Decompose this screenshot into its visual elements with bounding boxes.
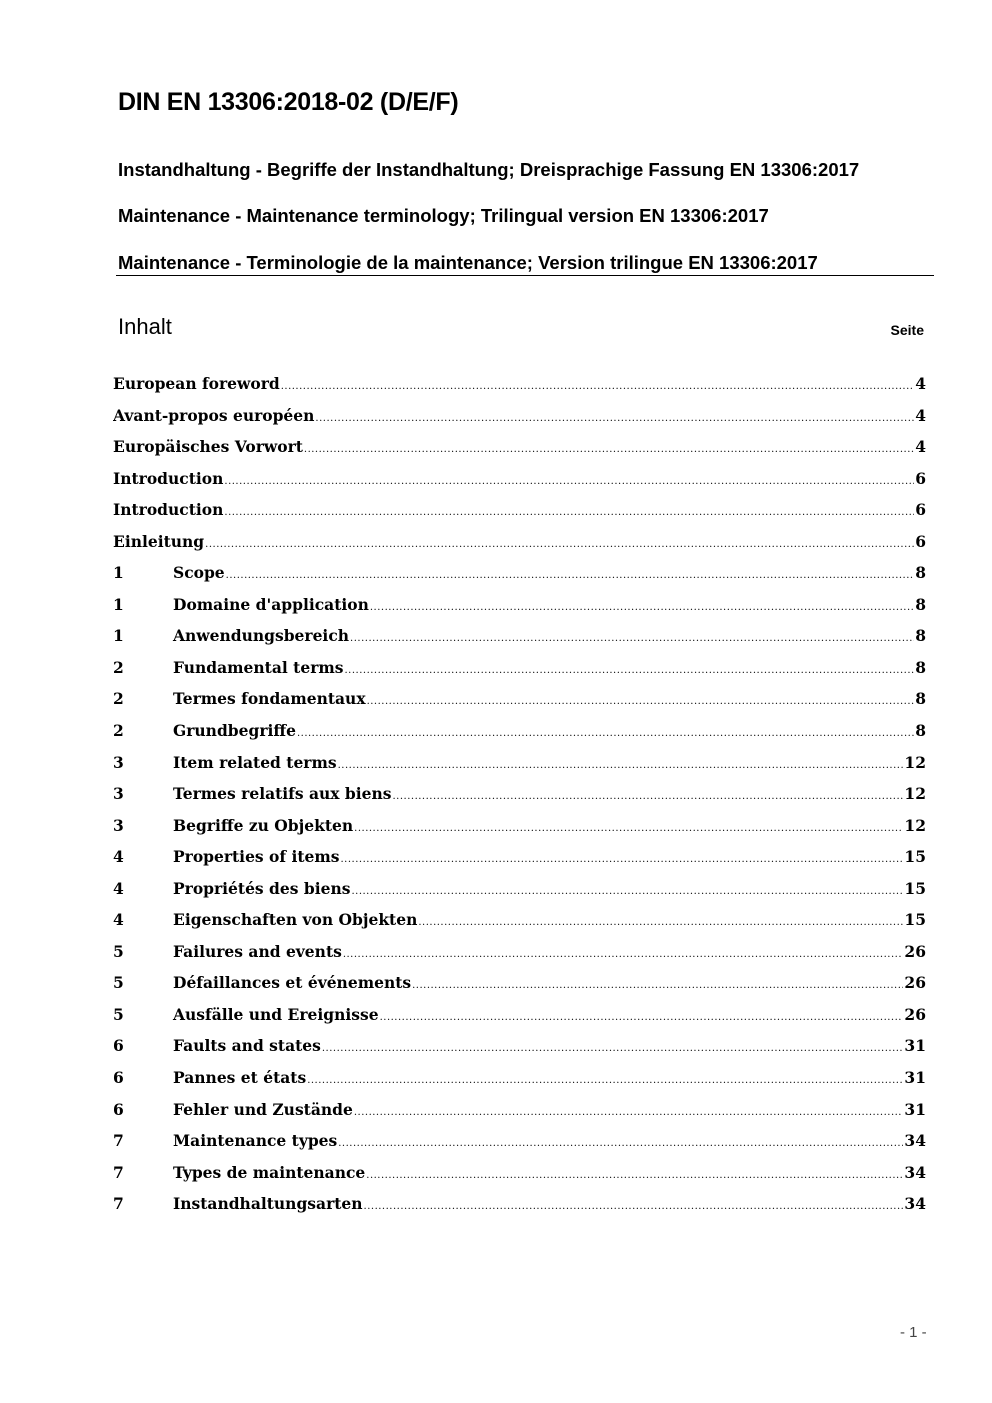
toc-entry-page: 31 (904, 1036, 926, 1056)
toc-entry-page: 6 (915, 468, 926, 488)
toc-entry-label: Eigenschaften von Objekten (173, 910, 418, 930)
toc-entry-page: 34 (904, 1131, 926, 1151)
toc-entry-page: 8 (915, 689, 926, 709)
toc-page-column-header: Seite (890, 322, 924, 338)
toc-entry-page: 26 (904, 1004, 926, 1024)
toc-dot-leader (370, 602, 914, 613)
toc-entry[interactable] (113, 689, 926, 721)
toc-entry-number: 6 (113, 1068, 124, 1088)
toc-entry[interactable] (113, 1131, 926, 1163)
toc-entry[interactable] (113, 1036, 926, 1068)
toc-entry[interactable] (113, 847, 926, 879)
toc-heading: Inhalt (118, 314, 172, 339)
toc-entry-number: 3 (113, 752, 124, 772)
toc-dot-leader (281, 381, 914, 392)
toc-dot-leader (351, 886, 903, 897)
toc-entry-page: 4 (915, 437, 926, 457)
toc-entry[interactable] (113, 753, 926, 785)
toc-entry-number: 4 (113, 910, 124, 930)
toc-entry-number: 2 (113, 721, 124, 741)
toc-entry-label: Pannes et états (173, 1068, 307, 1088)
toc-dot-leader (338, 760, 904, 771)
toc-entry-page: 15 (904, 878, 926, 898)
table-of-contents (113, 374, 926, 1226)
toc-dot-leader (341, 854, 904, 865)
toc-entry[interactable] (113, 374, 926, 406)
toc-entry-label: Fundamental terms (173, 657, 344, 677)
toc-entry-label: European foreword (113, 374, 280, 393)
toc-entry[interactable] (113, 626, 926, 658)
toc-entry-page: 31 (904, 1099, 926, 1119)
toc-entry-label: Properties of items (173, 847, 340, 867)
toc-entry-page: 15 (904, 847, 926, 867)
toc-entry-label: Einleitung (113, 531, 205, 551)
toc-entry-label: Termes fondamentaux (173, 689, 366, 709)
toc-entry-label: Instandhaltungsarten (173, 1194, 363, 1214)
toc-entry-page: 26 (904, 973, 926, 993)
toc-entry-number: 4 (113, 878, 124, 898)
toc-entry[interactable] (113, 500, 926, 532)
toc-entry-label: Termes relatifs aux biens (173, 784, 392, 804)
toc-entry-label: Faults and states (173, 1036, 321, 1056)
toc-dot-leader (338, 1138, 903, 1149)
toc-dot-leader (315, 413, 914, 424)
toc-entry[interactable] (113, 910, 926, 942)
toc-entry[interactable] (113, 469, 926, 501)
toc-entry-label: Introduction (113, 468, 224, 488)
toc-entry-page: 8 (915, 657, 926, 677)
toc-entry[interactable] (113, 406, 926, 438)
toc-entry-number: 5 (113, 941, 124, 961)
toc-entry-number: 7 (113, 1194, 124, 1214)
toc-entry-page: 8 (915, 594, 926, 614)
toc-dot-leader (354, 823, 903, 834)
toc-entry-label: Failures and events (173, 941, 342, 961)
toc-entry-label: Fehler und Zustände (173, 1099, 353, 1119)
toc-dot-leader (393, 791, 904, 802)
toc-entry[interactable] (113, 879, 926, 911)
page-number: - 1 - (900, 1324, 927, 1341)
toc-dot-leader (412, 980, 903, 991)
toc-entry-label: Introduction (113, 500, 224, 520)
toc-entry-number: 5 (113, 973, 124, 993)
toc-entry-page: 4 (915, 405, 926, 425)
toc-entry[interactable] (113, 1005, 926, 1037)
toc-entry[interactable] (113, 658, 926, 690)
toc-entry-number: 2 (113, 657, 124, 677)
toc-entry-number: 3 (113, 815, 124, 835)
toc-entry-page: 8 (915, 721, 926, 741)
toc-entry[interactable] (113, 721, 926, 753)
toc-dot-leader (354, 1107, 904, 1118)
toc-entry-page: 26 (904, 941, 926, 961)
toc-entry-label: Défaillances et événements (173, 973, 412, 993)
toc-entry[interactable] (113, 1194, 926, 1226)
toc-entry-number: 7 (113, 1131, 124, 1151)
title-divider (116, 275, 934, 276)
toc-dot-leader (367, 696, 915, 707)
toc-entry-number: 2 (113, 689, 124, 709)
toc-dot-leader (350, 633, 914, 644)
toc-dot-leader (224, 476, 914, 487)
toc-entry-label: Types de maintenance (173, 1162, 366, 1182)
toc-dot-leader (366, 1170, 903, 1181)
toc-dot-leader (380, 1012, 904, 1023)
toc-dot-leader (418, 917, 903, 928)
toc-entry-label: Grundbegriffe (173, 721, 296, 741)
toc-dot-leader (304, 444, 914, 455)
toc-entry-number: 1 (113, 626, 124, 646)
toc-entry-page: 12 (904, 752, 926, 772)
toc-entry-label: Anwendungsbereich (173, 626, 350, 646)
toc-entry-page: 12 (904, 815, 926, 835)
document-title: DIN EN 13306:2018-02 (D/E/F) (118, 88, 459, 116)
toc-entry[interactable] (113, 973, 926, 1005)
toc-entry[interactable] (113, 816, 926, 848)
toc-entry-page: 4 (915, 374, 926, 393)
toc-entry-label: Europäisches Vorwort (113, 437, 303, 457)
toc-entry-page: 6 (915, 500, 926, 520)
toc-entry[interactable] (113, 1068, 926, 1100)
toc-entry-label: Avant-propos européen (113, 405, 315, 425)
toc-entry[interactable] (113, 1163, 926, 1195)
toc-entry-label: Ausfälle und Ereignisse (173, 1004, 379, 1024)
toc-entry-number: 1 (113, 594, 124, 614)
toc-entry-label: Item related terms (173, 752, 337, 772)
toc-entry-page: 8 (915, 626, 926, 646)
toc-entry[interactable] (113, 595, 926, 627)
toc-dot-leader (224, 507, 914, 518)
subtitle-german: Instandhaltung - Begriffe der Instandhaltung; Dreisprachige Fassung EN 13306:2017 (118, 159, 860, 180)
toc-dot-leader (226, 570, 915, 581)
toc-entry-label: Propriétés des biens (173, 878, 351, 898)
toc-entry-page: 12 (904, 784, 926, 804)
toc-entry-label: Domaine d'application (173, 594, 369, 614)
toc-dot-leader (364, 1201, 904, 1212)
toc-entry-number: 1 (113, 563, 124, 583)
toc-entry[interactable] (113, 784, 926, 816)
toc-entry-number: 6 (113, 1099, 124, 1119)
toc-entry-label: Scope (173, 563, 225, 583)
toc-entry-number: 5 (113, 1004, 124, 1024)
toc-entry-page: 8 (915, 563, 926, 583)
toc-dot-leader (343, 949, 904, 960)
toc-entry-label: Maintenance types (173, 1131, 338, 1151)
toc-entry-number: 7 (113, 1162, 124, 1182)
toc-dot-leader (345, 665, 915, 676)
toc-dot-leader (297, 728, 914, 739)
subtitle-french: Maintenance - Terminologie de la maintenance; Version trilingue EN 13306:2017 (118, 252, 818, 273)
toc-entry-page: 15 (904, 910, 926, 930)
toc-entry[interactable] (113, 532, 926, 564)
toc-dot-leader (307, 1075, 903, 1086)
toc-dot-leader (322, 1043, 904, 1054)
toc-entry-page: 34 (904, 1194, 926, 1214)
toc-entry[interactable] (113, 437, 926, 469)
toc-entry-label: Begriffe zu Objekten (173, 815, 354, 835)
toc-entry-number: 3 (113, 784, 124, 804)
toc-entry-page: 6 (915, 531, 926, 551)
toc-entry[interactable] (113, 942, 926, 974)
toc-entry[interactable] (113, 563, 926, 595)
toc-entry-number: 4 (113, 847, 124, 867)
subtitle-english: Maintenance - Maintenance terminology; Trilingual version EN 13306:2017 (118, 205, 769, 226)
toc-entry-page: 31 (904, 1068, 926, 1088)
toc-entry[interactable] (113, 1100, 926, 1132)
toc-dot-leader (205, 539, 914, 550)
toc-entry-number: 6 (113, 1036, 124, 1056)
toc-entry-page: 34 (904, 1162, 926, 1182)
